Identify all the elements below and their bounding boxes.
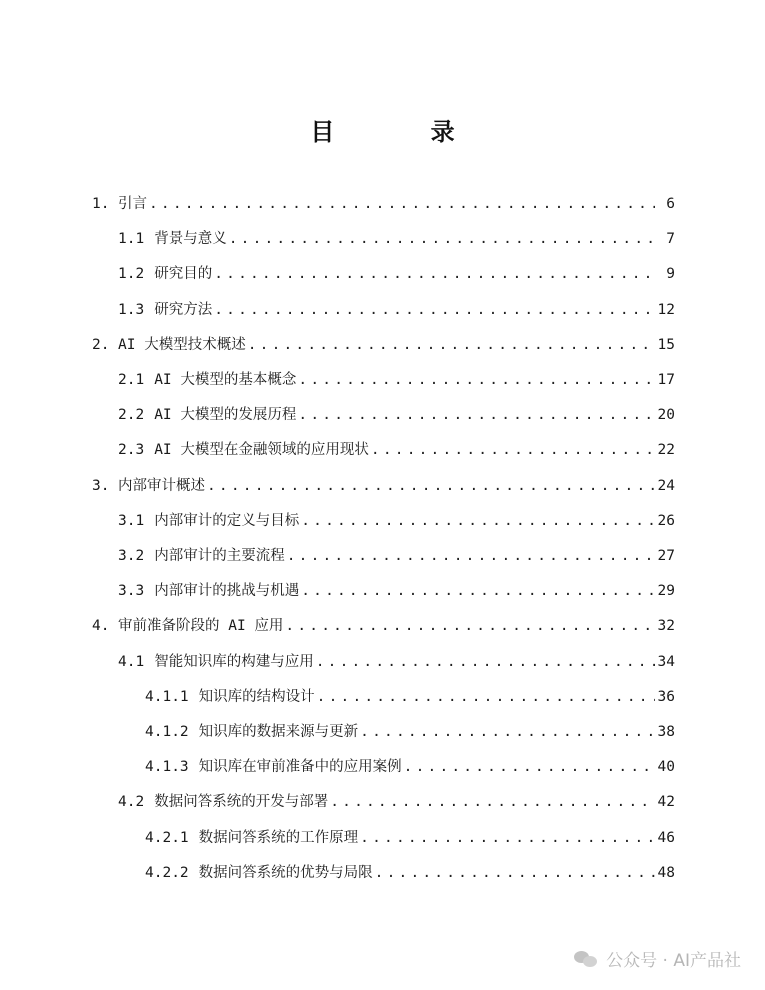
toc-entry-label: 背景与意义 <box>154 231 227 248</box>
toc-entry[interactable] <box>118 644 675 680</box>
toc-entry-number: 3.1 <box>118 512 145 529</box>
toc-entry[interactable] <box>92 468 675 504</box>
toc-dot-leader <box>375 855 655 891</box>
toc-entry[interactable] <box>92 186 675 222</box>
toc-entry-page: 12 <box>657 301 675 318</box>
toc-entry[interactable] <box>92 327 675 363</box>
toc-entry[interactable] <box>118 503 675 539</box>
toc-entry-label: 研究方法 <box>154 301 213 318</box>
toc-entry-label: 研究目的 <box>154 266 213 283</box>
toc-dot-leader <box>229 221 655 257</box>
toc-dot-leader <box>316 644 655 680</box>
toc-entry-label: 引言 <box>118 196 147 212</box>
toc-entry-number: 1.1 <box>118 231 145 248</box>
toc-dot-leader <box>287 538 655 574</box>
toc-entry-number: 3.2 <box>118 548 145 564</box>
toc-entry-label: 知识库的数据来源与更新 <box>198 724 359 740</box>
toc-entry-label: 数据问答系统的优势与局限 <box>198 864 373 881</box>
toc-entry-label: 内部审计的定义与目标 <box>154 512 300 529</box>
toc-entry[interactable] <box>118 256 675 292</box>
toc-entry-page: 36 <box>657 688 675 705</box>
toc-dot-leader <box>317 679 655 715</box>
toc-entry[interactable] <box>118 538 675 574</box>
toc-entry-page: 29 <box>657 583 675 600</box>
toc-entry-number: 2. <box>92 336 110 353</box>
toc-dot-leader <box>248 327 655 363</box>
toc-entry-number: 1.2 <box>118 266 145 283</box>
toc-entry-number: 2.1 <box>118 372 145 388</box>
toc-entry-label: 内部审计的挑战与机遇 <box>154 583 300 600</box>
toc-entry-label: 内部审计概述 <box>118 477 205 494</box>
toc-entry-label: AI 大模型在金融领域的应用现状 <box>154 442 369 459</box>
toc-entry-label: 知识库的结构设计 <box>198 688 315 705</box>
toc-entry[interactable] <box>145 749 675 785</box>
toc-entry[interactable] <box>118 784 675 820</box>
toc-entry-number: 3. <box>92 477 110 494</box>
toc-entry-number: 4.1 <box>118 653 145 670</box>
toc-dot-leader <box>214 256 655 292</box>
wechat-icon <box>574 949 598 969</box>
toc-entry[interactable] <box>145 714 675 750</box>
toc-entry-page: 7 <box>666 231 675 248</box>
toc-dot-leader <box>360 714 655 750</box>
toc-entry-page: 17 <box>657 372 675 388</box>
toc-entry-number: 4.1.3 <box>145 759 189 776</box>
toc-entry-page: 32 <box>657 618 675 635</box>
toc-entry[interactable] <box>145 820 675 856</box>
toc-entry-number: 4.2.1 <box>145 829 189 846</box>
toc-dot-leader <box>298 362 655 398</box>
toc-entry[interactable] <box>145 679 675 715</box>
toc-dot-leader <box>214 292 655 328</box>
page-title: 目 录 <box>310 118 499 146</box>
toc-entry[interactable] <box>145 855 675 891</box>
toc-entry-page: 26 <box>657 512 675 529</box>
toc-entry-label: AI 大模型的发展历程 <box>154 407 297 424</box>
watermark-text: 公众号 · AI产品社 <box>606 951 741 971</box>
toc-dot-leader <box>149 186 655 222</box>
toc-dot-leader <box>404 749 655 785</box>
toc-entry-page: 34 <box>657 653 675 670</box>
toc-entry-label: 数据问答系统的工作原理 <box>198 829 359 846</box>
toc-entry[interactable] <box>118 573 675 609</box>
toc-entry-label: 智能知识库的构建与应用 <box>154 653 314 670</box>
toc-entry-number: 4.2.2 <box>145 864 189 881</box>
toc-entry-page: 15 <box>657 336 675 353</box>
toc-entry-number: 4. <box>92 618 110 635</box>
toc-entry-label: 审前准备阶段的 AI 应用 <box>118 618 284 635</box>
toc-entry-page: 46 <box>657 829 675 846</box>
toc-entry-label: 数据问答系统的开发与部署 <box>154 794 329 811</box>
toc-entry-page: 6 <box>666 196 675 212</box>
toc-entry[interactable] <box>118 397 675 433</box>
watermark <box>574 946 741 971</box>
toc-entry-number: 2.2 <box>118 407 145 424</box>
toc-entry-number: 1.3 <box>118 301 145 318</box>
toc-entry-page: 9 <box>666 266 675 283</box>
toc-dot-leader <box>330 784 655 820</box>
toc-entry-page: 27 <box>657 548 675 564</box>
toc-dot-leader <box>207 468 655 504</box>
toc-entry-number: 2.3 <box>118 442 145 459</box>
toc-entry[interactable] <box>118 292 675 328</box>
toc-entry-page: 40 <box>657 759 675 776</box>
toc-entry-page: 22 <box>657 442 675 459</box>
toc-entry-number: 1. <box>92 196 110 212</box>
toc-entry-label: 内部审计的主要流程 <box>154 548 285 564</box>
toc-entry-number: 3.3 <box>118 583 145 600</box>
toc-dot-leader <box>301 573 655 609</box>
toc-entry[interactable] <box>92 608 675 644</box>
toc-entry[interactable] <box>118 432 675 468</box>
toc-dot-leader <box>285 608 655 644</box>
toc-dot-leader <box>301 503 655 539</box>
toc-entry-page: 38 <box>657 724 675 740</box>
toc-dot-leader <box>371 432 655 468</box>
toc-entry-page: 42 <box>657 794 675 811</box>
toc-dot-leader <box>298 397 655 433</box>
toc-entry[interactable] <box>118 362 675 398</box>
toc-entry-number: 4.1.2 <box>145 724 189 740</box>
toc-entry-label: 知识库在审前准备中的应用案例 <box>198 759 402 776</box>
toc-entry-number: 4.1.1 <box>145 688 189 705</box>
toc-dot-leader <box>360 820 655 856</box>
toc-entry-page: 48 <box>657 864 675 881</box>
toc-entry[interactable] <box>118 221 675 257</box>
toc-entry-page: 20 <box>657 407 675 424</box>
toc-entry-page: 24 <box>657 477 675 494</box>
toc-entry-label: AI 大模型的基本概念 <box>154 372 297 388</box>
toc-entry-label: AI 大模型技术概述 <box>118 336 246 353</box>
toc-entry-number: 4.2 <box>118 794 145 811</box>
